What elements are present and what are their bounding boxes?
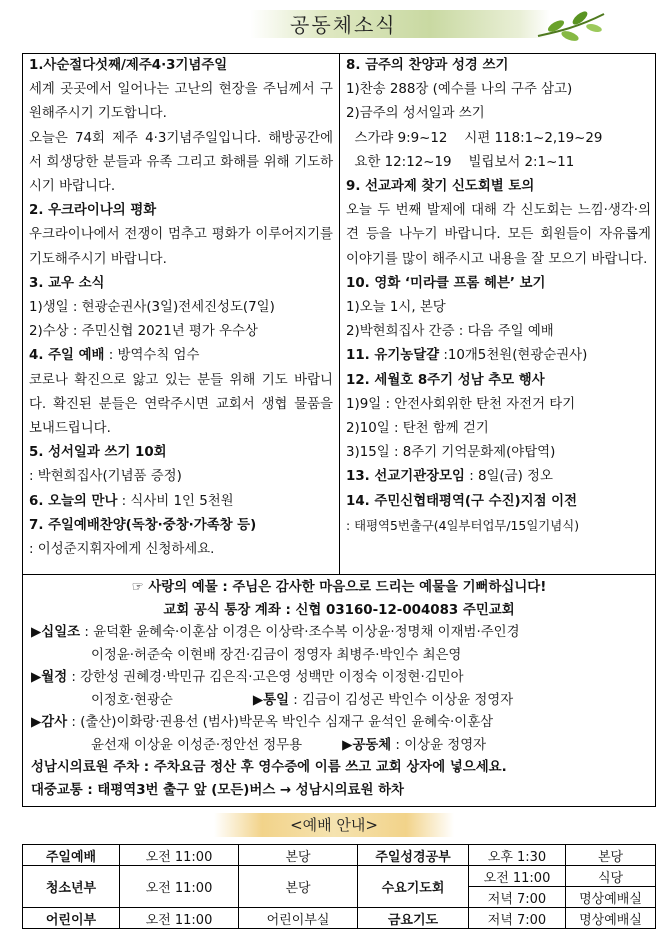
news-item-7 [23, 514, 339, 562]
table-cell: 금요기도 [358, 908, 469, 929]
transit-line: 대중교통 : 태평역3번 출구 앞 (모든)버스 → 성남시의료원 하차 [31, 782, 404, 798]
thanks-names: : (출산)이화랑·권용선 (범사)박문옥 박인수 심재구 윤석인 윤혜숙·이훈삼 [67, 715, 494, 730]
parking-line: 성남시의료원 주차 : 주차요금 정산 후 영수증에 이름 쓰고 교회 상자에 넣으세요. [31, 760, 507, 775]
item-heading: 6. 오늘의 만나 [29, 493, 118, 509]
news-right-column [340, 54, 657, 574]
table-cell: 오전 11:00 [469, 866, 566, 887]
table-cell: 어린이부실 [239, 908, 358, 929]
item-heading: 14. 주민신협태평역(구 수진)지점 이전 [346, 493, 578, 509]
table-row [23, 845, 656, 866]
table-cell: 오전 11:00 [120, 845, 239, 866]
table-cell: 주일성경공부 [358, 845, 469, 866]
table-cell: 오후 1:30 [469, 845, 566, 866]
item-text: 오늘은 74회 제주 4·3기념주일입니다. 해방공간에서 희생당한 분들과 유족 그리고 화해를 위해 기도하시기 바랍니다. [29, 130, 333, 195]
table-cell: 본당 [239, 866, 358, 908]
monthly-names-2: 이정호·현광순 [91, 692, 173, 708]
item-line: 1)9일 : 안전사회위한 탄천 자전거 타기 [346, 396, 576, 412]
worship-banner [214, 811, 454, 839]
item-heading-suffix: : 방역수칙 엄수 [104, 348, 200, 364]
item-line: 스가랴 9:9~12 시편 118:1~2,19~29 [346, 130, 603, 146]
news-item-4 [23, 344, 339, 441]
thanks-line [31, 712, 647, 735]
news-item-10 [340, 272, 657, 345]
news-item-9 [340, 175, 657, 272]
news-item-1 [23, 54, 339, 199]
item-heading: 7. 주일예배찬양(독창·중창·가족창 등) [29, 517, 257, 533]
item-line: : 이성준지휘자에게 신청하세요. [29, 542, 215, 558]
item-line: 1)생일 : 현광순권사(3일)전세진성도(7일) [29, 300, 275, 316]
table-cell: 본당 [239, 845, 358, 866]
item-text: 코로나 확진으로 앓고 있는 분들 위해 기도 바랍니다. 확진된 분들은 연락주시면 교회서 생협 물품을 보내드립니다. [29, 372, 333, 437]
news-item-13 [340, 465, 657, 489]
unity-label: ▶통일 [252, 692, 290, 708]
thanks-label: ▶감사 [31, 715, 68, 730]
table-cell: 명상예배실 [566, 908, 656, 929]
item-text: 세계 곳곳에서 일어나는 고난의 현장을 주님께서 구원해주시기 기도합니다. [29, 82, 333, 122]
table-cell: 어린이부 [23, 908, 120, 929]
news-item-11 [340, 344, 657, 368]
item-heading: 9. 선교과제 찾기 신도회별 토의 [346, 179, 535, 195]
tithe-line [31, 622, 647, 645]
item-heading: 5. 성서일과 쓰기 10회 [29, 445, 167, 461]
item-line: : 태평역5번출구(4일부터업무/15일기념식) [346, 517, 580, 533]
table-cell: 명상예배실 [566, 887, 656, 908]
account-line: 교회 공식 통장 계좌 : 신협 03160-12-004083 주민교회 [163, 602, 515, 618]
news-item-3 [23, 272, 339, 345]
table-cell: 저녁 7:00 [469, 887, 566, 908]
item-line: 1)찬송 288장 (예수를 나의 구주 삼고) [346, 82, 573, 98]
table-cell: 주일예배 [23, 845, 120, 866]
monthly-line-2 [31, 690, 647, 713]
news-item-8 [340, 54, 657, 175]
item-text: 오늘 두 번째 발제에 대해 각 신도회는 느낌·생각·의견 등을 나누기 바랍니다. 모든 회원들이 자유롭게 이야기를 많이 해주시고 내용을 잘 모으기 바랍니다. [346, 203, 651, 267]
news-box [22, 53, 656, 575]
item-heading: 8. 금주의 찬양과 성경 쓰기 [346, 58, 509, 73]
news-item-14 [340, 490, 657, 538]
item-text: 우크라이나에서 전쟁이 멈추고 평화가 이루어지기를 기도해주시기 바랍니다. [29, 227, 333, 267]
news-item-12 [340, 369, 657, 466]
thanks-line-2 [31, 735, 647, 758]
news-item-6 [23, 490, 339, 514]
table-cell: 오전 11:00 [120, 908, 239, 929]
offering-line: ☞ 사랑의 예물 : 주님은 감사한 마음으로 드리는 예물을 기뻐하십니다! [131, 580, 547, 595]
table-cell: 수요기도회 [358, 866, 469, 908]
item-line: 요한 12:12~19 빌립보서 2:1~11 [346, 154, 575, 170]
item-heading: 11. 유기농달걀 [346, 348, 440, 364]
item-heading: 2. 우크라이나의 평화 [29, 203, 157, 219]
item-heading-suffix: : 8일(금) 정오 [464, 469, 553, 485]
table-row [23, 866, 656, 887]
thanks-names-2: 윤선재 이상윤 이성준·정안선 정무용 [91, 737, 303, 753]
item-heading: 3. 교우 소식 [29, 275, 105, 291]
item-line: 1)오늘 1시, 본당 [346, 300, 446, 316]
community-names: : 이상윤 정영자 [391, 737, 487, 753]
table-cell: 식당 [566, 866, 656, 887]
item-line: 3)15일 : 8주기 기억문화제(야탑역) [346, 445, 556, 461]
table-cell: 저녁 7:00 [469, 908, 566, 929]
worship-table [22, 844, 656, 929]
news-left-column [23, 54, 340, 574]
monthly-names: : 강한성 권혜경·박민규 김은직·고은영 성백만 이정숙 이정현·김민아 [67, 670, 464, 685]
table-row [23, 908, 656, 929]
worship-title: <예배 안내> [290, 816, 378, 834]
item-line: : 박현희집사(기념품 증정) [29, 469, 182, 485]
item-heading-suffix: :10개5천원(현광순권사) [439, 348, 588, 364]
news-item-5 [23, 441, 339, 489]
item-line: 2)수상 : 주민신협 2021년 평가 우수상 [29, 324, 258, 340]
item-heading: 13. 선교기관장모임 [346, 469, 465, 485]
item-heading: 4. 주일 예배 [29, 348, 105, 364]
page-title: 공동체소식 [290, 13, 397, 37]
leaf-branch-icon [536, 6, 606, 46]
community-label: ▶공동체 [342, 737, 392, 753]
monthly-label: ▶월정 [31, 670, 68, 685]
item-line: 2)박현희집사 간증 : 다음 주일 예배 [346, 324, 554, 340]
tithe-line-2: 이정윤·허준숙 이현배 장건·김금이 정영자 최병주·박인수 최은영 [91, 647, 462, 663]
news-item-2 [23, 199, 339, 272]
item-heading: 1.사순절다섯째/제주4·3기념주일 [29, 58, 228, 73]
item-heading: 12. 세월호 8주기 성남 추모 행사 [346, 372, 545, 388]
item-heading: 10. 영화 ‘미라클 프롬 헤븐’ 보기 [346, 275, 546, 291]
item-line: 2)10일 : 탄천 함께 걷기 [346, 421, 489, 437]
news-banner [250, 6, 606, 42]
table-cell: 청소년부 [23, 866, 120, 908]
unity-names: : 김금이 김성곤 박인수 이상윤 정영자 [289, 692, 514, 708]
item-heading-suffix: : 식사비 1인 5천원 [117, 493, 234, 509]
table-cell: 본당 [566, 845, 656, 866]
monthly-line [31, 667, 647, 690]
tithe-names: : 윤덕환 윤혜숙·이훈삼 이경은 이상락·조수복 이상윤·정명채 이재범·주인경 [80, 625, 520, 640]
tithe-label: ▶십일조 [31, 625, 81, 640]
item-line: 2)금주의 성서일과 쓰기 [346, 106, 485, 122]
offering-notice [22, 575, 656, 807]
table-cell: 오전 11:00 [120, 866, 239, 908]
